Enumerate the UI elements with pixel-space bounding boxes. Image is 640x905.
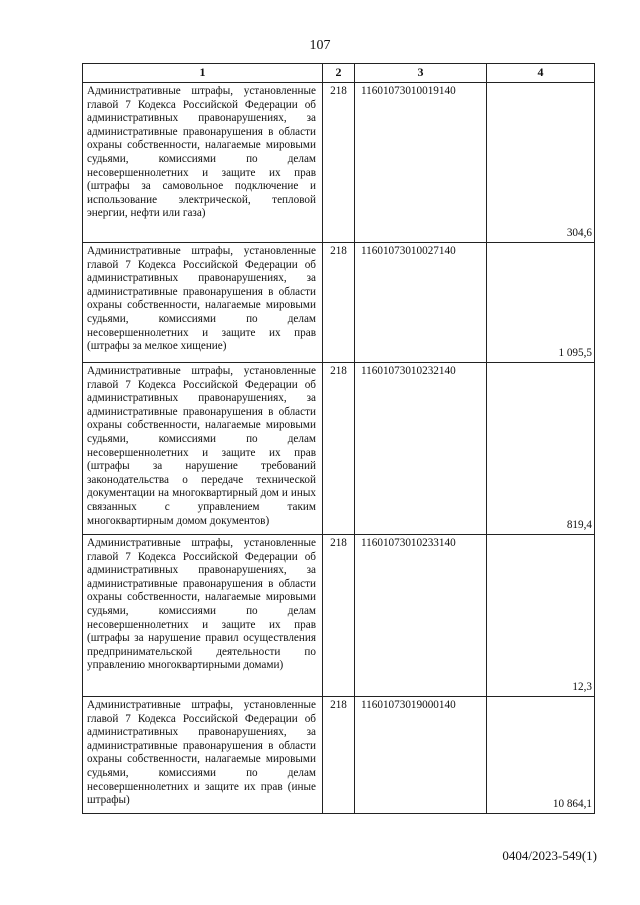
row-kbk: 11601073010232140	[355, 363, 487, 535]
row-admin-code: 218	[323, 363, 355, 535]
table-row	[83, 83, 595, 243]
row-description: Административные штрафы, установленные главой 7 Кодекса Российской Федерации об административных правонарушениях, за административные правонарушения в области охраны собственности, налагаемые мировыми судьями, комиссиями по делам несовершеннолетних и защите их прав (иные штрафы)	[83, 697, 323, 814]
row-amount: 12,3	[487, 535, 595, 697]
row-admin-code: 218	[323, 83, 355, 243]
row-description: Административные штрафы, установленные главой 7 Кодекса Российской Федерации об административных правонарушениях, за административные правонарушения в области охраны собственности, налагаемые мировыми судьями, комиссиями по делам несовершеннолетних и защите их прав (штрафы за мелкое хищение)	[83, 243, 323, 363]
row-admin-code: 218	[323, 243, 355, 363]
row-admin-code: 218	[323, 535, 355, 697]
document-registration-code: 0404/2023-549(1)	[502, 848, 597, 863]
row-description: Административные штрафы, установленные главой 7 Кодекса Российской Федерации об административных правонарушениях, за административные правонарушения в области охраны собственности, налагаемые мировыми судьями, комиссиями по делам несовершеннолетних и защите их прав (штрафы за нарушение требований законодательства о передаче технической документации на многоквартирный дом и иных связанных с управлением таким многоквартирным домом документов)	[83, 363, 323, 535]
row-description: Административные штрафы, установленные главой 7 Кодекса Российской Федерации об административных правонарушениях, за административные правонарушения в области охраны собственности, налагаемые мировыми судьями, комиссиями по делам несовершеннолетних и защите их прав (штрафы за нарушение правил осуществления предпринимательской деятельности по управлению многоквартирными домами)	[83, 535, 323, 697]
row-kbk: 11601073010233140	[355, 535, 487, 697]
page-number: 107	[309, 38, 331, 53]
column-header-admin-code: 2	[323, 64, 355, 83]
row-amount: 1 095,5	[487, 243, 595, 363]
table-header-row	[83, 64, 595, 83]
row-amount: 10 864,1	[487, 697, 595, 814]
table-row	[83, 243, 595, 363]
budget-table	[82, 63, 595, 814]
row-amount: 304,6	[487, 83, 595, 243]
row-amount: 819,4	[487, 363, 595, 535]
row-description: Административные штрафы, установленные главой 7 Кодекса Российской Федерации об административных правонарушениях, за административные правонарушения в области охраны собственности, налагаемые мировыми судьями, комиссиями по делам несовершеннолетних и защите их прав (штрафы за самовольное подключение и использование электрической, тепловой энергии, нефти или газа)	[83, 83, 323, 243]
column-header-amount: 4	[487, 64, 595, 83]
row-kbk: 11601073019000140	[355, 697, 487, 814]
table-row	[83, 363, 595, 535]
table-row	[83, 535, 595, 697]
row-admin-code: 218	[323, 697, 355, 814]
table-row	[83, 697, 595, 814]
row-kbk: 11601073010027140	[355, 243, 487, 363]
column-header-kbk: 3	[355, 64, 487, 83]
row-kbk: 11601073010019140	[355, 83, 487, 243]
column-header-description: 1	[83, 64, 323, 83]
